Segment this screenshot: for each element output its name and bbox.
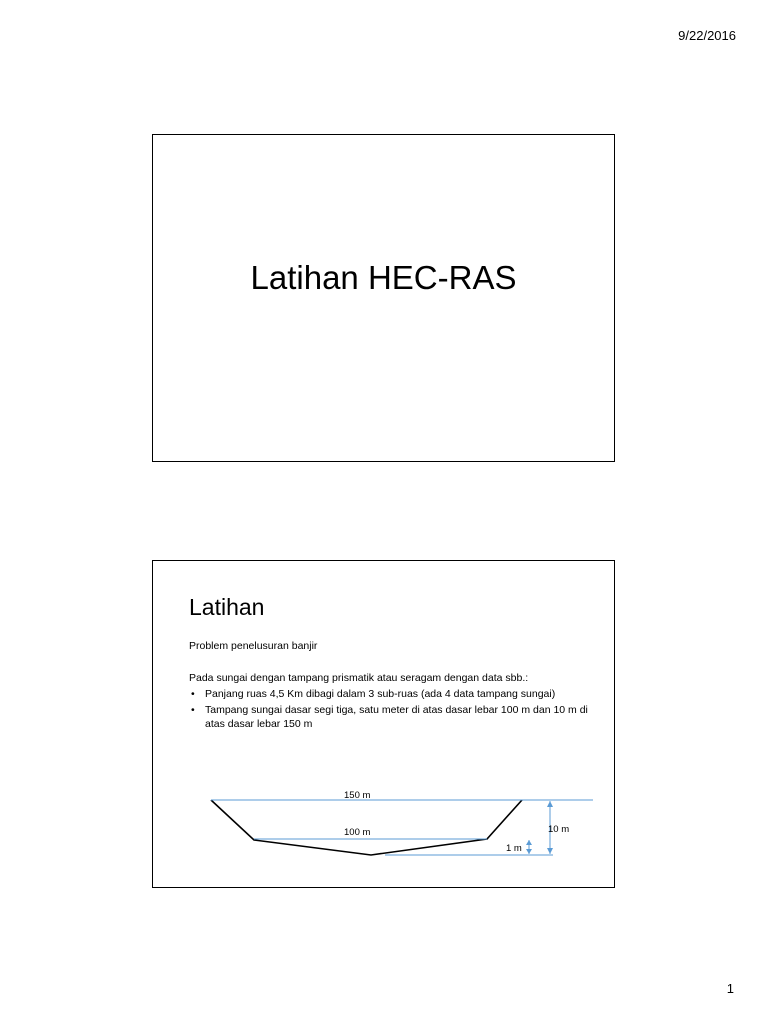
slide-title-text: Latihan HEC-RAS <box>250 259 517 296</box>
bullet-item: • Tampang sungai dasar segi tiga, satu meter di atas dasar lebar 100 m dan 10 m di atas dasar lebar 150 m <box>189 703 599 731</box>
arrow-up-icon <box>526 840 532 845</box>
slide-heading: Latihan <box>189 594 265 620</box>
arrow-down-icon <box>526 849 532 854</box>
page-date: 9/22/2016 <box>678 28 736 43</box>
intro-text: Pada sungai dengan tampang prismatik atau seragam dengan data sbb.: <box>189 672 529 684</box>
top-width-label: 150 m <box>344 790 371 801</box>
height-10-label: 10 m <box>548 824 570 835</box>
bullet-item: • Panjang ruas 4,5 Km dibagi dalam 3 sub-ruas (ada 4 data tampang sungai) <box>189 687 599 701</box>
mid-width-label: 100 m <box>344 827 371 838</box>
slide-latihan <box>152 560 615 888</box>
cross-section-diagram <box>153 561 614 887</box>
height-1-label: 1 m <box>506 843 522 854</box>
arrow-down-icon <box>547 848 553 854</box>
slide-title <box>152 134 615 462</box>
problem-text: Problem penelusuran banjir <box>189 640 318 652</box>
page-number: 1 <box>726 981 734 996</box>
arrow-up-icon <box>547 801 553 807</box>
